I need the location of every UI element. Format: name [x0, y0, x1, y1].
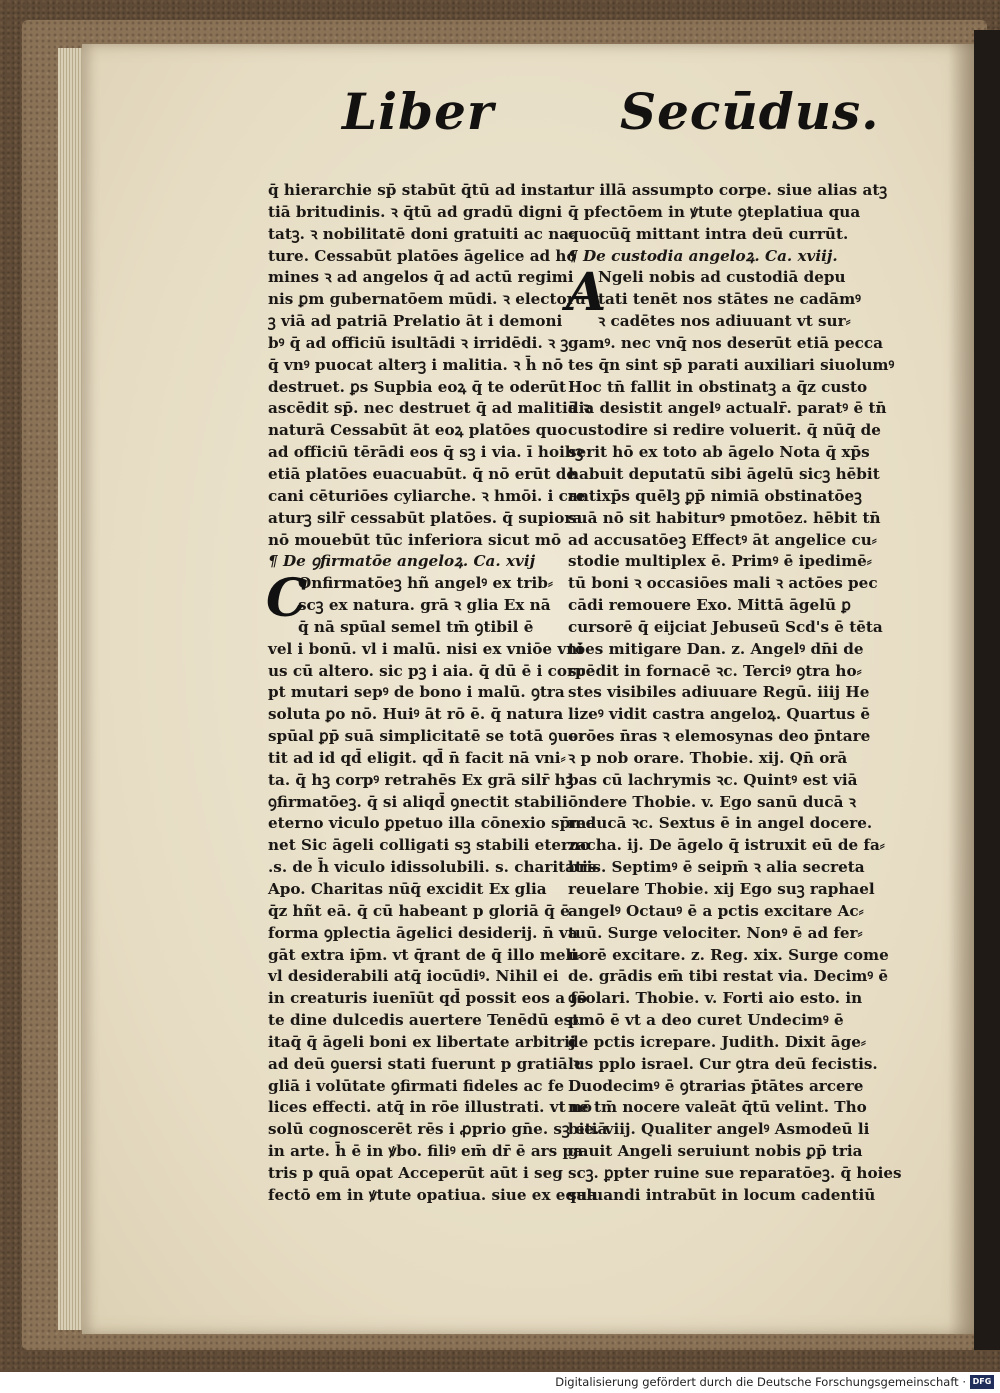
text-line: Apo. Charitas nūq̄ excidit Ex glia	[268, 880, 547, 898]
text-line: cani cēturiōes cyliarche. ꝛ hmōi. i cre	[268, 486, 586, 505]
text-line: saluandi intrabūt in locum cadentiū	[568, 1185, 876, 1204]
text-line: gāt extra ip̄m. vt q̄rant de q̄ illo meli⸗	[268, 945, 583, 964]
text-line: bꝰ q̄ ad officiū isultādi ꝛ irridēdi. ꝛ ꝫ	[268, 333, 569, 352]
text-line: te dine dulcedis auertere Tenēdū est	[268, 1011, 580, 1030]
text-line: tes q̄n sint sp̄ parati auxiliari siuolumꝰ	[568, 355, 895, 374]
text-line: gamꝰ. nec vnq̄ nos deserūt etiā pecca	[568, 333, 883, 352]
left-text-column	[266, 180, 608, 1207]
text-line: habuit deputatū sibi āgelū sicꝫ hēbit	[568, 464, 880, 483]
text-line: tū boni ꝛ occasiōes mali ꝛ actōes pec	[568, 574, 878, 593]
text-line: ꝛ p nob orare. Thobie. xij. Qn̄ orā	[568, 748, 848, 767]
text-line: ad accusatōeꝫ Effectꝰ āt angelice cu⸗	[568, 530, 877, 549]
text-line: gliā i volūtate ꝯfirmati fideles ac fe	[268, 1076, 565, 1095]
text-line: bris. Septimꝰ ē seipm̄ ꝛ alia secreta	[568, 858, 865, 877]
text-line: reuelare Thobie. xij Ego suꝫ raphael	[568, 880, 875, 898]
text-line: pmō ē vt a deo curet Undecimꝰ ē	[568, 1011, 844, 1030]
text-line: suā nō sit habiturꝰ pmotōez. hēbit tn̄	[568, 508, 881, 527]
text-line: Hoc tn̄ fallit in obstinatꝫ a q̄z custo	[568, 377, 868, 396]
text-line: scēdit in fornacē ꝛc. Terciꝰ ꝯtra ho⸗	[568, 661, 862, 680]
text-line: de. grādis em̄ tibi restat via. Decimꝰ ē	[568, 967, 889, 986]
chapter-heading: ¶ De ꝯfirmatōe angeloꝝ. Ca. xvij	[268, 552, 536, 571]
text-line: fectō em in ꝟtute opatiua. siue ex equa	[268, 1185, 597, 1204]
text-line: vel i bonū. vl i malū. nisi ex vniōe vni	[268, 639, 584, 658]
text-line: ascēdit sp̄. nec destruet q̄ ad malitiā ꝛ	[268, 399, 591, 418]
right-text-column	[566, 180, 902, 1207]
text-line: ꝛ cadētes nos adiuuant vt sur⸗	[598, 312, 851, 331]
text-line: q̄ hierarchie sp̄ stabūt q̄tū ad instan	[268, 181, 575, 199]
text-line: in creaturis iuenīūt qd̄ possit eos a fō	[268, 989, 588, 1008]
header-left-word: Liber	[342, 82, 495, 141]
text-line: aturꝫ silr̄ cessabūt platōes. q̄ supiora	[268, 508, 583, 527]
text-line: Onfirmatōeꝫ hñ angelꝰ ex trib⸗	[298, 574, 553, 593]
text-line: eterno viculo ꝑpetuo illa cōnexio sp̄ma	[268, 814, 597, 833]
text-line: in arte. h̄ ē in ꝟbo. filiꝰ em̄ dr̄ ē ars pa	[268, 1142, 583, 1161]
text-line: mines ꝛ ad angelos q̄ ad actū regimi	[268, 268, 574, 287]
text-line: angelꝰ Octauꝰ ē a pctis excitare Ac⸗	[568, 901, 864, 920]
text-line: ꝫ viā ad patriā Prelatio āt i demoni	[268, 312, 563, 331]
text-line: Duodecimꝰ ē ꝯtrarias p̄tātes arcere	[568, 1076, 864, 1095]
text-line: zacha. ij. De āgelo q̄ istruxit eū de fa⸗	[568, 836, 885, 855]
text-line: gauit Angeli seruiunt nobis ꝑp̄ tria	[568, 1142, 863, 1161]
text-line: scꝫ ex natura. grā ꝛ glia Ex nā	[298, 596, 551, 615]
text-line: ꝯsolari. Thobie. v. Forti aio esto. in	[568, 989, 863, 1008]
text-line: forma ꝯplectia āgelici desiderij. n̄ va	[268, 923, 578, 942]
text-line: dia desistit angelꝰ actualr̄. paratꝰ ē tn̄	[568, 399, 887, 418]
text-line: ne tm̄ nocere valeāt q̄tū velint. Tho	[568, 1098, 867, 1117]
text-line: soluta ꝑo nō. Huiꝰ āt rō ē. q̄ natura	[268, 705, 564, 724]
dropcap-block	[566, 262, 868, 333]
text-line: naturā Cessabūt āt eoꝝ platōes quo	[268, 421, 568, 440]
text-line: ture. Cessabūt platōes āgelice ad ho	[268, 246, 577, 265]
text-line: spūal ꝑp̄ suā simplicitatē se totā ꝯuer	[268, 727, 587, 746]
text-line: pt mutari sepꝰ de bono i malū. ꝯtra	[268, 683, 565, 702]
funding-credit: Digitalisierung gefördert durch die Deutsche Forschungsgemeinschaft ·	[555, 1375, 966, 1389]
text-line: vl desiderabili atq̄ iocūdiꝰ. Nihil ei	[268, 967, 559, 986]
text-line: itaq̄ q̄ āgeli boni ex libertate arbitrij	[268, 1032, 576, 1051]
text-line: q̄ nā spūal semel tm̄ ꝯtibil ē	[298, 617, 534, 636]
text-line: ad deū ꝯuersi stati fuerunt p gratiā ꝛ	[268, 1054, 581, 1073]
text-line: q̄ pfectōem in ꝟtute ꝯteplatiua qua	[568, 202, 861, 221]
text-line: tōes mitigare Dan. z. Angelꝰ dn̄i de	[568, 639, 864, 658]
dfg-logo: DFG	[970, 1375, 994, 1389]
text-line: reducā ꝛc. Sextus ē in angel docere.	[568, 814, 873, 833]
text-line: nis ꝑm gubernatōem mūdi. ꝛ electorū	[268, 290, 586, 309]
text-line: antixp̄s quēlꝫ ꝑp̄ nimiā obstinatōeꝫ	[568, 486, 862, 505]
text-line: tuū. Surge velociter. Nonꝰ ē ad fer⸗	[568, 923, 863, 942]
text-line: quocūq̄ mittant intra deū currūt.	[568, 224, 849, 243]
book-cover-right-edge	[974, 30, 1000, 1350]
text-line: tati tenēt nos stātes ne cadāmꝰ	[598, 290, 861, 309]
text-line: solū cognoscerēt rēs i ꝓprio gn̄e. sꝫ etiā	[268, 1120, 608, 1139]
text-line: lus pplo israel. Cur ꝯtra deū fecistis.	[568, 1054, 878, 1073]
text-line: tur illā assumpto corpe. siue alias atꝫ	[568, 181, 888, 199]
text-line: q̄z hñt eā. q̄ cū habeant p gloriā q̄ ē	[268, 901, 570, 920]
text-line: ad officiū tērādi eos q̄ sꝫ i via. ī hoibꝫ	[268, 443, 584, 462]
footer-bar	[0, 1372, 1000, 1393]
text-line: de pctis icrepare. Judith. Dixit āge⸗	[568, 1032, 866, 1051]
text-line: orōes n̄ras ꝛ elemosynas deo p̄ntare	[568, 727, 871, 746]
text-line: tris p quā opat Acceperūt aūt i seg	[268, 1163, 563, 1182]
text-line: lizeꝰ vidit castra angeloꝝ. Quartus ē	[568, 705, 871, 724]
header-right-word: Secūdus.	[620, 82, 880, 141]
text-line: nō mouebūt tūc inferiora sicut mō	[268, 530, 562, 549]
text-line: bas cū lachrymis ꝛc. Quintꝰ est viā	[568, 770, 858, 789]
text-line: destruet. ꝑs Supbia eoꝝ q̄ te oderūt	[268, 377, 566, 396]
text-line: tit ad id qd̄ eligit. qd̄ n̄ facit nā vni⸗	[268, 748, 566, 767]
text-line: serit hō ex toto ab āgelo Nota q̄ xp̄s	[568, 443, 870, 462]
text-line: custodire si redire voluerit. q̄ nūq̄ de	[568, 421, 881, 440]
chapter-heading: ¶ De custodia angeloꝝ. Ca. xviij.	[568, 246, 838, 265]
drop-capital: A	[566, 262, 607, 324]
text-line: ta. q̄ hꝫ corpꝰ retrahēs Ex grā silr̄ hꝫ	[268, 770, 574, 789]
page-gutter-shadow	[948, 44, 974, 1334]
text-line: ōndere Thobie. v. Ego sanū ducā ꝛ	[568, 792, 856, 811]
text-line: cādi remouere Exo. Mittā āgelū ꝑ	[568, 596, 851, 615]
text-line: cursorē q̄ eijciat Jebuseū Scd's ē tēta	[568, 617, 883, 636]
text-line: lices effecti. atq̄ in rōe illustrati. vt nō	[268, 1098, 593, 1117]
text-line: scꝫ. ꝑpter ruine sue reparatōeꝫ. q̄ hoies	[568, 1163, 902, 1182]
text-line: Ngeli nobis ad custodiā depu	[598, 268, 846, 287]
text-line: q̄ vnꝰ puocat alterꝫ i malitia. ꝛ h̄ nō	[268, 355, 564, 374]
text-line: .s. de h̄ viculo idissolubili. s. charitatis	[268, 858, 597, 877]
text-line: stes visibiles adiuuare Regū. iiij He	[568, 683, 870, 702]
text-line: ꝯfirmatōeꝫ. q̄ si aliqd̄ ꝯnectit stabili	[268, 792, 568, 811]
text-line: net Sic āgeli colligati sꝫ stabili eterno	[268, 836, 591, 855]
drop-capital: C	[266, 568, 308, 630]
running-header	[260, 82, 880, 152]
text-line: tatꝫ. ꝛ nobilitatē doni gratuiti ac na⸗	[268, 224, 575, 243]
text-line: bie. viij. Qualiter angelꝰ Asmodeū li	[568, 1120, 870, 1139]
text-line: stodie multiplex ē. Primꝰ ē ipedimē⸗	[568, 552, 872, 571]
text-line: uorē excitare. z. Reg. xix. Surge come	[568, 945, 889, 964]
text-line: tiā britudinis. ꝛ q̄tū ad gradū digni	[268, 202, 563, 221]
text-line: etiā platōes euacuabūt. q̄ nō erūt de	[268, 464, 577, 483]
text-line: us cū altero. sic pꝫ i aia. q̄ dū ē i corpe	[268, 661, 596, 680]
dropcap-block	[266, 568, 568, 639]
